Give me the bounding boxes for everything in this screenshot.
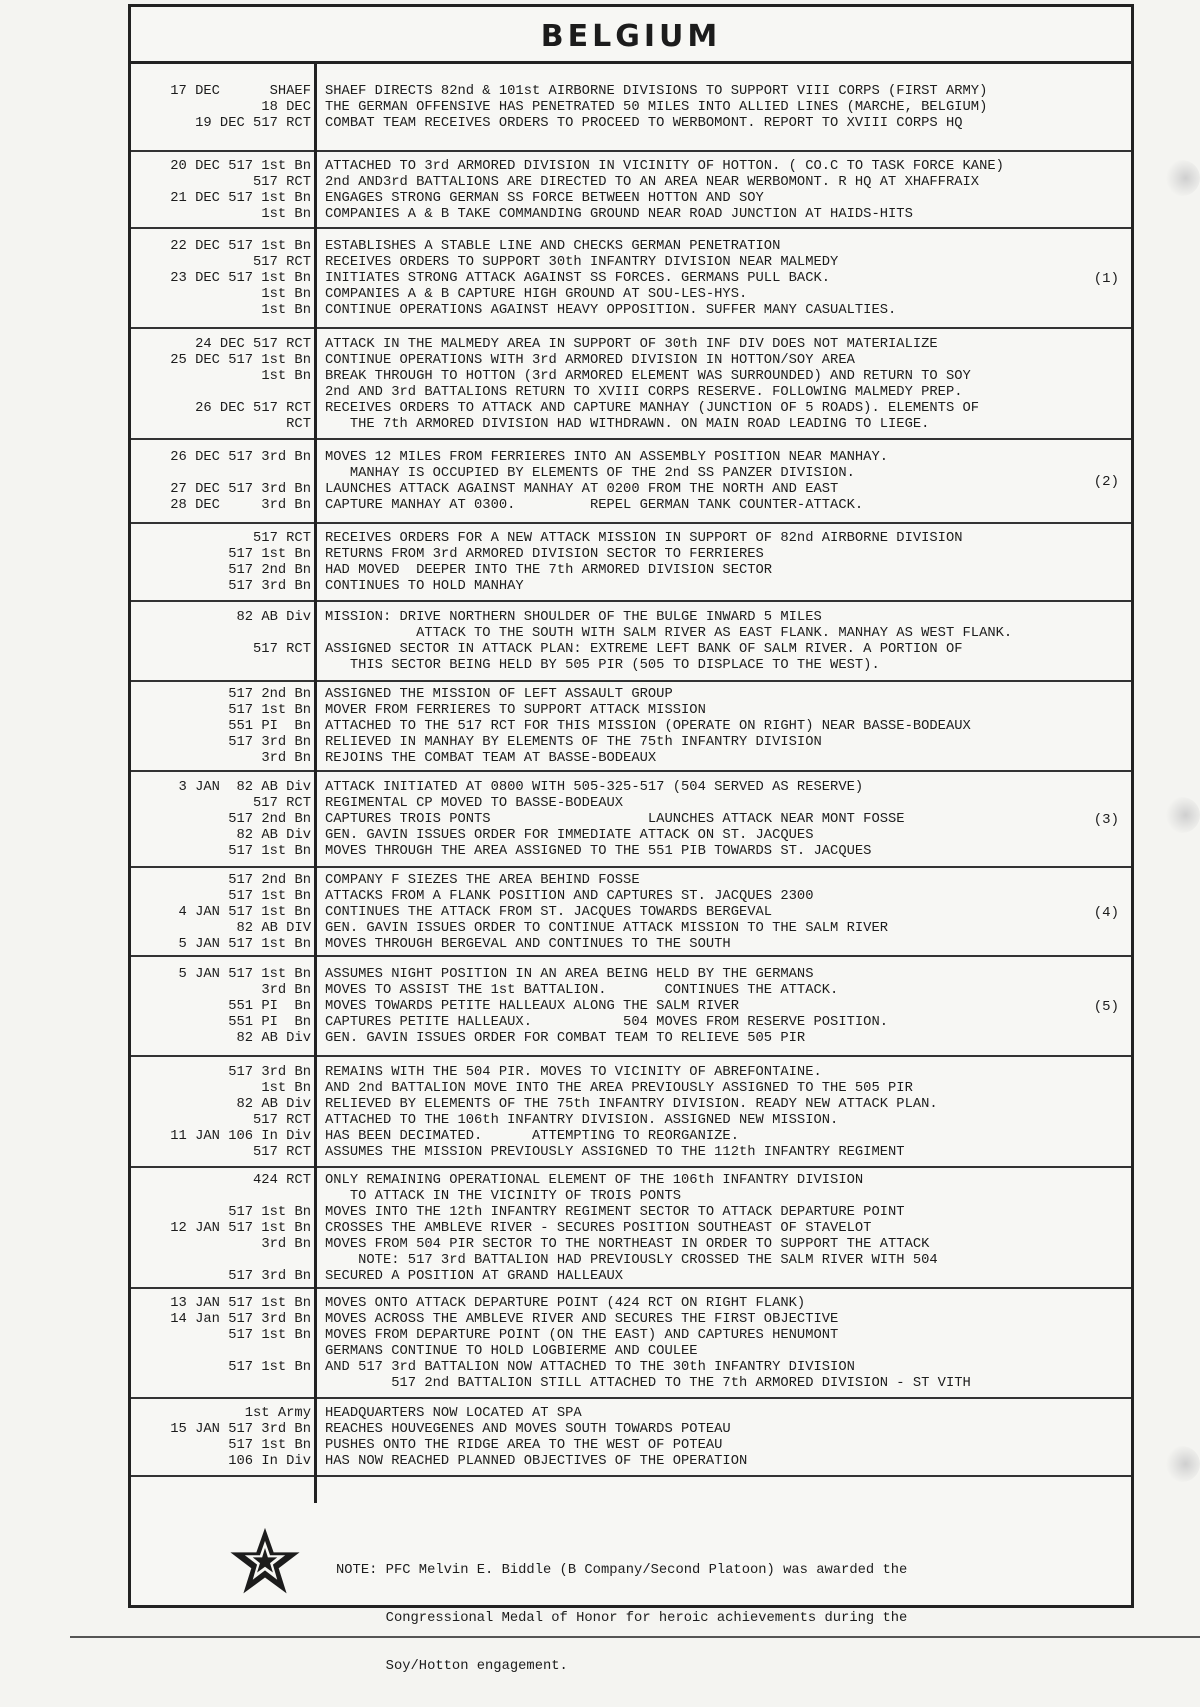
date-unit-line: 517 1st Bn [228,1205,311,1220]
date-unit-line: 26 DEC 517 3rd Bn [170,450,311,465]
event-line: RELIEVED IN MANHAY BY ELEMENTS OF THE 75th INFANTRY DIVISION [325,735,822,750]
event-line: BREAK THROUGH TO HOTTON (3rd ARMORED ELEMENT WAS SURROUNDED) AND RETURN TO SOY [325,369,971,384]
date-unit-cell [131,957,317,1055]
event-line: GERMANS CONTINUE TO HOLD LOGBIERME AND COULEE [325,1344,698,1359]
event-line: HEADQUARTERS NOW LOCATED AT SPA [325,1406,582,1421]
page-frame [128,4,1134,1674]
event-line: REMAINS WITH THE 504 PIR. MOVES TO VICINITY OF ABREFONTAINE. [325,1065,822,1080]
event-cell [317,229,1131,327]
event-line: RECEIVES ORDERS TO SUPPORT 30th INFANTRY DIVISION NEAR MALMEDY [325,255,839,270]
date-unit-line: 5 JAN 517 1st Bn [178,967,311,982]
event-line: REACHES HOUVEGENES AND MOVES SOUTH TOWARDS POTEAU [325,1422,731,1437]
event-line: CONTINUES THE ATTACK FROM ST. JACQUES TOWARDS BERGEVAL [325,905,773,920]
date-unit-line: 517 RCT [253,175,311,190]
table-row [131,1289,1131,1399]
date-unit-line: 517 3rd Bn [228,579,311,594]
event-line: MOVES 12 MILES FROM FERRIERES INTO AN ASSEMBLY POSITION NEAR MANHAY. [325,450,889,465]
binder-hole [1164,797,1200,833]
event-line: HAD MOVED DEEPER INTO THE 7th ARMORED DIVISION SECTOR [325,563,773,578]
event-line: ATTACKS FROM A FLANK POSITION AND CAPTURES ST. JACQUES 2300 [325,889,814,904]
event-cell [317,1399,1131,1475]
table-row [131,1168,1131,1289]
event-cell [317,1289,1131,1397]
event-line: 2nd AND 3rd BATTALIONS RETURN TO XVIII CORPS RESERVE. FOLLOWING MALMEDY PREP. [325,385,963,400]
date-unit-line: 551 PI Bn [228,999,311,1014]
date-unit-line: 12 JAN 517 1st Bn [170,1221,311,1236]
date-unit-line: 23 DEC 517 1st Bn [170,271,311,286]
date-unit-line: 82 AB DIV [236,921,311,936]
note-text [336,1531,907,1707]
event-line: SHAEF DIRECTS 82nd & 101st AIRBORNE DIVISIONS TO SUPPORT VIII CORPS (FIRST ARMY) [325,84,988,99]
event-line: AND 517 3rd BATTALION NOW ATTACHED TO THE 30th INFANTRY DIVISION [325,1360,855,1375]
date-unit-line: 517 2nd Bn [228,873,311,888]
date-unit-line: 17 DEC SHAEF [170,84,311,99]
event-line: NOTE: 517 3rd BATTALION HAD PREVIOUSLY CROSSED THE SALM RIVER WITH 504 [325,1253,938,1268]
event-line: 517 2nd BATTALION STILL ATTACHED TO THE 7th ARMORED DIVISION - ST VITH [325,1376,971,1391]
date-unit-line: 28 DEC 3rd Bn [170,498,311,513]
event-line: HAS NOW REACHED PLANNED OBJECTIVES OF THE OPERATION [325,1454,748,1469]
medal-note [131,1505,1131,1674]
event-line: COMBAT TEAM RECEIVES ORDERS TO PROCEED TO WERBOMONT. REPORT TO XVIII CORPS HQ [325,116,963,131]
date-unit-cell [131,1399,317,1475]
event-cell [317,1168,1131,1287]
date-unit-line: 106 In Div [228,1454,311,1469]
date-unit-cell [131,329,317,438]
date-unit-cell [131,440,317,522]
event-line: MOVES FROM DEPARTURE POINT (ON THE EAST) AND CAPTURES HENUMONT [325,1328,839,1343]
event-cell [317,868,1131,955]
event-line: ASSUMES NIGHT POSITION IN AN AREA BEING HELD BY THE GERMANS [325,967,814,982]
date-unit-cell [131,524,317,600]
table-row [131,868,1131,957]
date-unit-line: 551 PI Bn [228,1015,311,1030]
date-unit-cell [131,772,317,866]
event-line: RECEIVES ORDERS FOR A NEW ATTACK MISSION IN SUPPORT OF 82nd AIRBORNE DIVISION [325,531,963,546]
date-unit-line: 5 JAN 517 1st Bn [178,937,311,952]
date-unit-line: 26 DEC 517 RCT [195,401,311,416]
event-line: MOVES ACROSS THE AMBLEVE RIVER AND SECURES THE FIRST OBJECTIVE [325,1312,839,1327]
date-unit-line: 18 DEC [261,100,311,115]
event-line: MOVES INTO THE 12th INFANTRY REGIMENT SECTOR TO ATTACK DEPARTURE POINT [325,1205,905,1220]
table-row [131,329,1131,440]
date-unit-line: 551 PI Bn [228,719,311,734]
date-unit-line: 517 1st Bn [228,1360,311,1375]
event-line: LAUNCHES ATTACK AGAINST MANHAY AT 0200 FROM THE NORTH AND EAST [325,482,839,497]
date-unit-cell [131,229,317,327]
note-line: NOTE: PFC Melvin E. Biddle (B Company/Second Platoon) was awarded the [336,1563,908,1578]
footnote-marker: (1) [1093,271,1119,287]
event-line: RETURNS FROM 3rd ARMORED DIVISION SECTOR TO FERRIERES [325,547,764,562]
event-cell [317,682,1131,770]
date-unit-line: 3rd Bn [261,983,311,998]
event-cell [317,602,1131,680]
event-line: ASSUMES THE MISSION PREVIOUSLY ASSIGNED TO THE 112th INFANTRY REGIMENT [325,1145,905,1160]
event-line: THIS SECTOR BEING HELD BY 505 PIR (505 TO DISPLACE TO THE WEST). [325,658,880,673]
event-line: COMPANIES A & B CAPTURE HIGH GROUND AT SOU-LES-HYS. [325,287,748,302]
date-unit-line: 21 DEC 517 1st Bn [170,191,311,206]
table-row [131,524,1131,602]
table-row [131,1399,1131,1477]
table-row [131,152,1131,229]
table-row [131,229,1131,329]
event-line: GEN. GAVIN ISSUES ORDER FOR COMBAT TEAM TO RELIEVE 505 PIR [325,1031,806,1046]
event-line: ATTACHED TO THE 517 RCT FOR THIS MISSION (OPERATE ON RIGHT) NEAR BASSE-BODEAUX [325,719,971,734]
event-cell [317,1057,1131,1166]
event-line: GEN. GAVIN ISSUES ORDER FOR IMMEDIATE ATTACK ON ST. JACQUES [325,828,814,843]
date-unit-line: 1st Bn [261,207,311,222]
note-line: Soy/Hotton engagement. [336,1659,568,1674]
event-cell [317,957,1131,1055]
date-unit-line: 1st Army [244,1406,311,1421]
event-cell [317,64,1131,150]
date-unit-line: 27 DEC 517 3rd Bn [170,482,311,497]
date-unit-line: 1st Bn [261,369,311,384]
event-line: AND 2nd BATTALION MOVE INTO THE AREA PREVIOUSLY ASSIGNED TO THE 505 PIR [325,1081,913,1096]
event-line: THE GERMAN OFFENSIVE HAS PENETRATED 50 MILES INTO ALLIED LINES (MARCHE, BELGIUM) [325,100,988,115]
date-unit-cell [131,1289,317,1397]
date-unit-line: 517 1st Bn [228,844,311,859]
date-unit-line: 517 1st Bn [228,703,311,718]
event-cell [317,329,1131,438]
date-unit-line: 20 DEC 517 1st Bn [170,159,311,174]
date-unit-line: 14 Jan 517 3rd Bn [170,1312,311,1327]
date-unit-line: 424 RCT [253,1173,311,1188]
date-unit-line: 517 3rd Bn [228,1065,311,1080]
event-line: SECURED A POSITION AT GRAND HALLEAUX [325,1269,624,1284]
event-line: CROSSES THE AMBLEVE RIVER - SECURES POSITION SOUTHEAST OF STAVELOT [325,1221,872,1236]
event-line: ATTACK TO THE SOUTH WITH SALM RIVER AS EAST FLANK. MANHAY AS WEST FLANK. [325,626,1013,641]
date-unit-line: 517 RCT [253,255,311,270]
event-cell [317,772,1131,866]
event-line: ATTACHED TO THE 106th INFANTRY DIVISION. ASSIGNED NEW MISSION. [325,1113,839,1128]
date-unit-line: 517 RCT [253,796,311,811]
event-line: CAPTURES PETITE HALLEAUX. 504 MOVES FROM RESERVE POSITION. [325,1015,889,1030]
event-line: ESTABLISHES A STABLE LINE AND CHECKS GERMAN PENETRATION [325,239,781,254]
date-unit-line: 517 RCT [253,531,311,546]
date-unit-line: 82 AB Div [236,610,311,625]
event-line: MANHAY IS OCCUPIED BY ELEMENTS OF THE 2nd SS PANZER DIVISION. [325,466,855,481]
date-unit-line: 517 1st Bn [228,547,311,562]
date-unit-line: RCT [286,417,311,432]
event-line: CONTINUE OPERATIONS WITH 3rd ARMORED DIVISION IN HOTTON/SOY AREA [325,353,855,368]
event-line: MOVER FROM FERRIERES TO SUPPORT ATTACK MISSION [325,703,706,718]
event-line: CAPTURES TROIS PONTS LAUNCHES ATTACK NEAR MONT FOSSE [325,812,905,827]
date-unit-line: 22 DEC 517 1st Bn [170,239,311,254]
table-row [131,1057,1131,1168]
event-line: REGIMENTAL CP MOVED TO BASSE-BODEAUX [325,796,624,811]
event-line: RECEIVES ORDERS TO ATTACK AND CAPTURE MANHAY (JUNCTION OF 5 ROADS). ELEMENTS OF [325,401,980,416]
date-unit-line: 517 RCT [253,1145,311,1160]
event-line: ONLY REMAINING OPERATIONAL ELEMENT OF THE 106th INFANTRY DIVISION [325,1173,864,1188]
date-unit-cell [131,64,317,150]
date-unit-line: 517 2nd Bn [228,812,311,827]
event-line: MOVES THROUGH BERGEVAL AND CONTINUES TO THE SOUTH [325,937,731,952]
table-row [131,602,1131,682]
event-cell [317,152,1131,227]
date-unit-line: 517 3rd Bn [228,1269,311,1284]
event-line: HAS BEEN DECIMATED. ATTEMPTING TO REORGANIZE. [325,1129,739,1144]
date-unit-line: 3 JAN 82 AB Div [178,780,311,795]
event-line: CAPTURE MANHAY AT 0300. REPEL GERMAN TANK COUNTER-ATTACK. [325,498,864,513]
event-line: 2nd AND3rd BATTALIONS ARE DIRECTED TO AN AREA NEAR WERBOMONT. R HQ AT XHAFFRAIX [325,175,980,190]
table-row [131,440,1131,524]
date-unit-line: 517 2nd Bn [228,563,311,578]
date-unit-cell [131,602,317,680]
event-cell [317,440,1131,522]
event-line: COMPANIES A & B TAKE COMMANDING GROUND NEAR ROAD JUNCTION AT HAIDS-HITS [325,207,913,222]
footnote-marker: (5) [1093,999,1119,1015]
event-line: CONTINUE OPERATIONS AGAINST HEAVY OPPOSITION. SUFFER MANY CASUALTIES. [325,303,897,318]
event-line: MISSION: DRIVE NORTHERN SHOULDER OF THE BULGE INWARD 5 MILES [325,610,822,625]
event-cell [317,524,1131,600]
event-line: PUSHES ONTO THE RIDGE AREA TO THE WEST OF POTEAU [325,1438,723,1453]
event-line: ASSIGNED SECTOR IN ATTACK PLAN: EXTREME LEFT BANK OF SALM RIVER. A PORTION OF [325,642,963,657]
event-line: ASSIGNED THE MISSION OF LEFT ASSAULT GROUP [325,687,673,702]
event-line: REJOINS THE COMBAT TEAM AT BASSE-BODEAUX [325,751,657,766]
date-unit-cell [131,1057,317,1166]
table-row [131,772,1131,868]
event-line: TO ATTACK IN THE VICINITY OF TROIS PONTS [325,1189,682,1204]
event-line: RELIEVED BY ELEMENTS OF THE 75th INFANTRY DIVISION. READY NEW ATTACK PLAN. [325,1097,938,1112]
date-unit-line: 517 RCT [253,1113,311,1128]
footnote-marker: (2) [1093,474,1119,490]
date-unit-line: 3rd Bn [261,1237,311,1252]
date-unit-line: 517 1st Bn [228,1328,311,1343]
date-unit-line: 15 JAN 517 3rd Bn [170,1422,311,1437]
date-unit-line: 24 DEC 517 RCT [195,337,311,352]
date-unit-cell [131,152,317,227]
event-line: ATTACK INITIATED AT 0800 WITH 505-325-517 (504 SERVED AS RESERVE) [325,780,864,795]
chronology-table [131,64,1131,1477]
footnote-marker: (4) [1093,905,1119,921]
event-line: GEN. GAVIN ISSUES ORDER TO CONTINUE ATTACK MISSION TO THE SALM RIVER [325,921,889,936]
date-unit-cell [131,682,317,770]
date-unit-line: 517 2nd Bn [228,687,311,702]
date-unit-line: 517 RCT [253,642,311,657]
event-line: INITIATES STRONG ATTACK AGAINST SS FORCES. GERMANS PULL BACK. [325,271,831,286]
page-edge [70,1636,1200,1638]
date-unit-line: 517 1st Bn [228,1438,311,1453]
date-unit-line: 517 3rd Bn [228,735,311,750]
event-line: MOVES ONTO ATTACK DEPARTURE POINT (424 RCT ON RIGHT FLANK) [325,1296,806,1311]
date-unit-cell [131,868,317,955]
event-line: THE 7th ARMORED DIVISION HAD WITHDRAWN. ON MAIN ROAD LEADING TO LIEGE. [325,417,930,432]
event-line: ATTACK IN THE MALMEDY AREA IN SUPPORT OF 30th INF DIV DOES NOT MATERIALIZE [325,337,938,352]
page-title: BELGIUM [131,7,1131,64]
date-unit-line: 1st Bn [261,1081,311,1096]
event-line: MOVES TOWARDS PETITE HALLEAUX ALONG THE SALM RIVER [325,999,739,1014]
star-icon [229,1525,301,1597]
table-row [131,682,1131,772]
date-unit-line: 82 AB Div [236,1031,311,1046]
binder-hole [1164,160,1200,196]
table-row [131,64,1131,152]
date-unit-line: 1st Bn [261,287,311,302]
date-unit-line: 517 1st Bn [228,889,311,904]
event-line: MOVES TO ASSIST THE 1st BATTALION. CONTINUES THE ATTACK. [325,983,839,998]
binder-hole [1164,1446,1200,1482]
date-unit-line: 82 AB Div [236,828,311,843]
event-line: MOVES FROM 504 PIR SECTOR TO THE NORTHEAST IN ORDER TO SUPPORT THE ATTACK [325,1237,930,1252]
date-unit-line: 1st Bn [261,303,311,318]
event-line: ENGAGES STRONG GERMAN SS FORCE BETWEEN HOTTON AND SOY [325,191,764,206]
event-line: MOVES THROUGH THE AREA ASSIGNED TO THE 551 PIB TOWARDS ST. JACQUES [325,844,872,859]
date-unit-line: 11 JAN 106 In Div [170,1129,311,1144]
event-line: COMPANY F SIEZES THE AREA BEHIND FOSSE [325,873,640,888]
event-line: ATTACHED TO 3rd ARMORED DIVISION IN VICINITY OF HOTTON. ( CO.C TO TASK FORCE KANE) [325,159,1004,174]
date-unit-line: 13 JAN 517 1st Bn [170,1296,311,1311]
date-unit-cell [131,1168,317,1287]
table-row [131,957,1131,1057]
note-line: Congressional Medal of Honor for heroic achievements during the [336,1611,908,1626]
date-unit-line: 82 AB Div [236,1097,311,1112]
footnote-marker: (3) [1093,812,1119,828]
date-unit-line: 19 DEC 517 RCT [195,116,311,131]
event-line: CONTINUES TO HOLD MANHAY [325,579,524,594]
date-unit-line: 3rd Bn [261,751,311,766]
date-unit-line: 25 DEC 517 1st Bn [170,353,311,368]
date-unit-line: 4 JAN 517 1st Bn [178,905,311,920]
